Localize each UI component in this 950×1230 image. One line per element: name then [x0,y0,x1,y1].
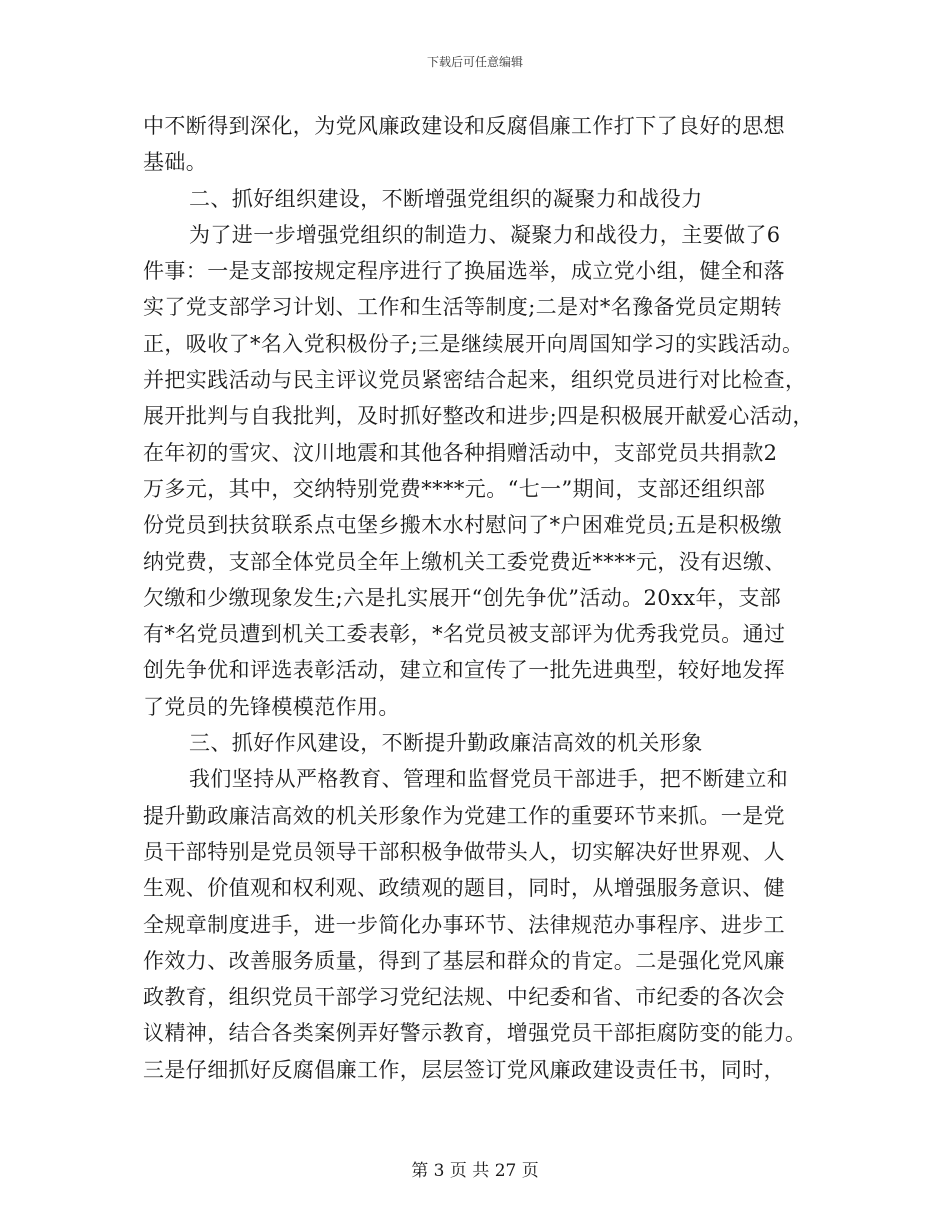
text-line: 纳党费，支部全体党员全年上缴机关工委党费近****元，没有迟缴、 [143,549,786,574]
text-line: 创先争优和评选表彰活动，建立和宣传了一批先进典型，较好地发挥 [143,658,785,683]
text-line: 展开批判与自我批判，及时抓好整改和进步;四是积极展开献爱心活动， [143,404,814,429]
text-line: 三是仔细抓好反腐倡廉工作，层层签订党风廉政建设责任书，同时， [143,1057,785,1082]
text-line: 中不断得到深化，为党风廉政建设和反腐倡廉工作打下了良好的思想 [143,114,785,138]
text-line: 政教育，组织党员干部学习党纪法规、中纪委和省、市纪委的各次会 [143,985,785,1010]
text-line: 件事：一是支部按规定程序进行了换届选举，成立党小组，健全和落 [143,259,785,284]
text-line: 议精神，结合各类案例弄好警示教育，增强党员干部拒腐防变的能力。 [143,1021,807,1046]
text-line: 提升勤政廉洁高效的机关形象作为党建工作的重要环节来抓。一是党 [143,803,785,828]
text-line: 实了党支部学习计划、工作和生活等制度;二是对*名豫备党员定期转 [143,295,782,320]
text-line: 在年初的雪灾、汶川地震和其他各种捐赠活动中，支部党员共捐款2 [143,440,778,465]
section-heading: 二、抓好组织建设，不断增强党组织的凝聚力和战役力 [189,186,703,211]
text-line: 份党员到扶贫联系点屯堡乡搬木水村慰问了*户困难党员;五是积极缴 [143,513,782,538]
paragraph-start-line: 为了进一步增强党组织的制造力、凝聚力和战役力，主要做了6 [189,222,781,247]
text-line: 基础。 [143,150,208,175]
text-line: 正，吸收了*名入党积极份子;三是继续展开向周国知学习的实践活动。 [143,331,804,356]
text-line: 了党员的先锋模模范作用。 [143,694,400,719]
text-line: 作效力、改善服务质量，得到了基层和群众的肯定。二是强化党风廉 [143,948,785,973]
section-heading: 三、抓好作风建设，不断提升勤政廉洁高效的机关形象 [189,731,703,756]
text-line: 万多元，其中，交纳特别党费****元。“七一”期间，支部还组织部 [143,476,766,501]
text-line: 全规章制度进手，进一步简化办事环节、法律规范办事程序、进步工 [143,912,785,937]
text-line: 有*名党员遭到机关工委表彰，*名党员被支部评为优秀我党员。通过 [143,622,786,647]
text-line: 欠缴和少缴现象发生;六是扎实展开“创先争优”活动。20xx年，支部 [143,585,782,610]
text-line: 生观、价值观和权利观、政绩观的题目，同时，从增强服务意识、健 [143,876,785,901]
paragraph-start-line: 我们坚持从严格教育、管理和监督党员干部进手，把不断建立和 [189,767,789,792]
page-number-footer: 第 3 页 共 27 页 [411,1161,539,1181]
page-header-note: 下载后可任意编辑 [426,55,523,69]
text-line: 员干部特别是党员领导干部积极争做带头人，切实解决好世界观、人 [143,839,785,864]
text-line: 并把实践活动与民主评议党员紧密结合起来，组织党员进行对比检查， [143,368,807,393]
document-body [143,108,815,1088]
